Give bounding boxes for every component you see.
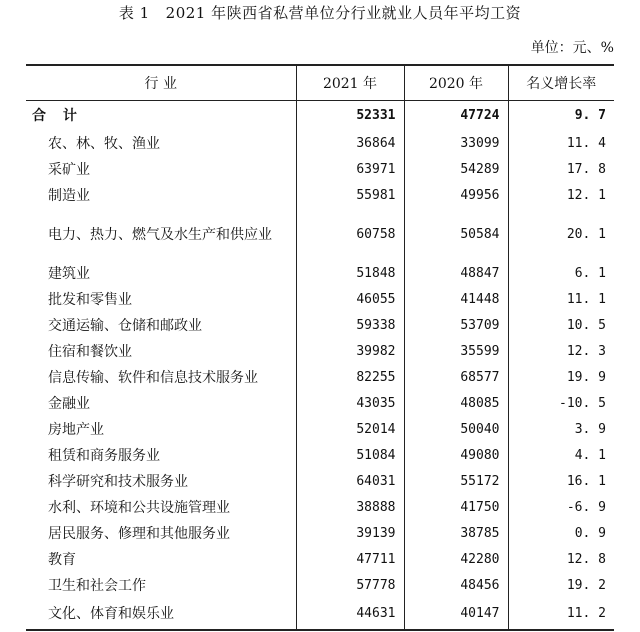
row-growth-value: 12. 8 xyxy=(508,547,614,573)
row-growth-value: 11. 2 xyxy=(508,599,614,630)
header-industry: 行 业 xyxy=(26,65,296,100)
row-name: 住宿和餐饮业 xyxy=(48,343,132,360)
row-growth-value: -10. 5 xyxy=(508,391,614,417)
table-row-total xyxy=(26,100,614,131)
row-growth-value: 12. 1 xyxy=(508,183,614,209)
row-2021-value: 44631 xyxy=(296,599,404,630)
row-name: 科学研究和技术服务业 xyxy=(48,473,188,490)
row-growth-value: 11. 1 xyxy=(508,287,614,313)
table-row xyxy=(26,443,614,469)
row-growth-value: 6. 1 xyxy=(508,261,614,287)
row-name: 批发和零售业 xyxy=(48,291,132,308)
row-growth-value: -6. 9 xyxy=(508,495,614,521)
row-growth-value: 17. 8 xyxy=(508,157,614,183)
table-row xyxy=(26,495,614,521)
row-2021-value: 55981 xyxy=(296,183,404,209)
row-name: 水利、环境和公共设施管理业 xyxy=(48,499,230,516)
row-name: 租赁和商务服务业 xyxy=(48,447,160,464)
row-2020-value: 41448 xyxy=(404,287,508,313)
table-row xyxy=(26,521,614,547)
row-2020-value: 50040 xyxy=(404,417,508,443)
row-growth-value: 19. 9 xyxy=(508,365,614,391)
row-name: 金融业 xyxy=(48,395,90,412)
row-2020-value: 33099 xyxy=(404,131,508,157)
table-title xyxy=(0,2,640,23)
row-2020-value: 48456 xyxy=(404,573,508,599)
row-growth-value: 16. 1 xyxy=(508,469,614,495)
row-growth-value: 9. 7 xyxy=(508,100,614,131)
row-2020-value: 35599 xyxy=(404,339,508,365)
row-name: 农、林、牧、渔业 xyxy=(48,135,160,152)
row-name: 交通运输、仓储和邮政业 xyxy=(48,317,202,334)
row-name: 教育 xyxy=(48,551,76,568)
row-2020-value: 38785 xyxy=(404,521,508,547)
table-row xyxy=(26,287,614,313)
table-row xyxy=(26,547,614,573)
row-2021-value: 39139 xyxy=(296,521,404,547)
row-growth-value: 20. 1 xyxy=(508,209,614,261)
row-2021-value: 43035 xyxy=(296,391,404,417)
table-title-text: 2021 年陕西省私营单位分行业就业人员年平均工资 xyxy=(165,4,522,22)
row-name: 卫生和社会工作 xyxy=(48,577,146,594)
table-row xyxy=(26,131,614,157)
table-row xyxy=(26,209,614,261)
row-2021-value: 63971 xyxy=(296,157,404,183)
row-2020-value: 47724 xyxy=(404,100,508,131)
table-row xyxy=(26,261,614,287)
row-name: 制造业 xyxy=(48,187,90,204)
row-2020-value: 54289 xyxy=(404,157,508,183)
row-2021-value: 64031 xyxy=(296,469,404,495)
row-2020-value: 55172 xyxy=(404,469,508,495)
row-growth-value: 3. 9 xyxy=(508,417,614,443)
row-name: 文化、体育和娱乐业 xyxy=(26,599,296,630)
row-name: 建筑业 xyxy=(48,265,90,282)
row-growth-value: 11. 4 xyxy=(508,131,614,157)
row-name: 房地产业 xyxy=(48,421,104,438)
table-row xyxy=(26,391,614,417)
table-row xyxy=(26,183,614,209)
row-name: 合 计 xyxy=(32,107,83,124)
row-2020-value: 48085 xyxy=(404,391,508,417)
row-name: 居民服务、修理和其他服务业 xyxy=(48,525,230,542)
row-name: 信息传输、软件和信息技术服务业 xyxy=(48,369,258,386)
row-growth-value: 19. 2 xyxy=(508,573,614,599)
row-name: 电力、热力、燃气及水生产和供应业 xyxy=(48,226,272,243)
row-2020-value: 50584 xyxy=(404,209,508,261)
row-2021-value: 52331 xyxy=(296,100,404,131)
table-row xyxy=(26,573,614,599)
row-2021-value: 47711 xyxy=(296,547,404,573)
row-2021-value: 46055 xyxy=(296,287,404,313)
row-name: 采矿业 xyxy=(48,161,90,178)
row-2021-value: 51084 xyxy=(296,443,404,469)
row-2020-value: 41750 xyxy=(404,495,508,521)
wage-table xyxy=(26,64,614,631)
table-row xyxy=(26,339,614,365)
row-2020-value: 48847 xyxy=(404,261,508,287)
row-2021-value: 36864 xyxy=(296,131,404,157)
row-growth-value: 4. 1 xyxy=(508,443,614,469)
row-2020-value: 42280 xyxy=(404,547,508,573)
row-growth-value: 10. 5 xyxy=(508,313,614,339)
row-2021-value: 60758 xyxy=(296,209,404,261)
header-2020: 2020 年 xyxy=(404,65,508,100)
row-2020-value: 49080 xyxy=(404,443,508,469)
row-2021-value: 39982 xyxy=(296,339,404,365)
table-row xyxy=(26,157,614,183)
row-2021-value: 57778 xyxy=(296,573,404,599)
header-growth: 名义增长率 xyxy=(508,65,614,100)
row-2021-value: 59338 xyxy=(296,313,404,339)
table-row xyxy=(26,417,614,443)
table-row xyxy=(26,469,614,495)
row-2020-value: 68577 xyxy=(404,365,508,391)
row-growth-value: 12. 3 xyxy=(508,339,614,365)
table-row xyxy=(26,313,614,339)
unit-label: 单位：元、% xyxy=(530,40,614,56)
table-number: 表 1 xyxy=(118,4,150,22)
row-2021-value: 82255 xyxy=(296,365,404,391)
row-2021-value: 38888 xyxy=(296,495,404,521)
row-2020-value: 49956 xyxy=(404,183,508,209)
row-2020-value: 53709 xyxy=(404,313,508,339)
row-2020-value: 40147 xyxy=(404,599,508,630)
row-2021-value: 51848 xyxy=(296,261,404,287)
row-2021-value: 52014 xyxy=(296,417,404,443)
header-2021: 2021 年 xyxy=(296,65,404,100)
table-row xyxy=(26,599,614,630)
header-row xyxy=(26,65,614,100)
row-growth-value: 0. 9 xyxy=(508,521,614,547)
table-row xyxy=(26,365,614,391)
